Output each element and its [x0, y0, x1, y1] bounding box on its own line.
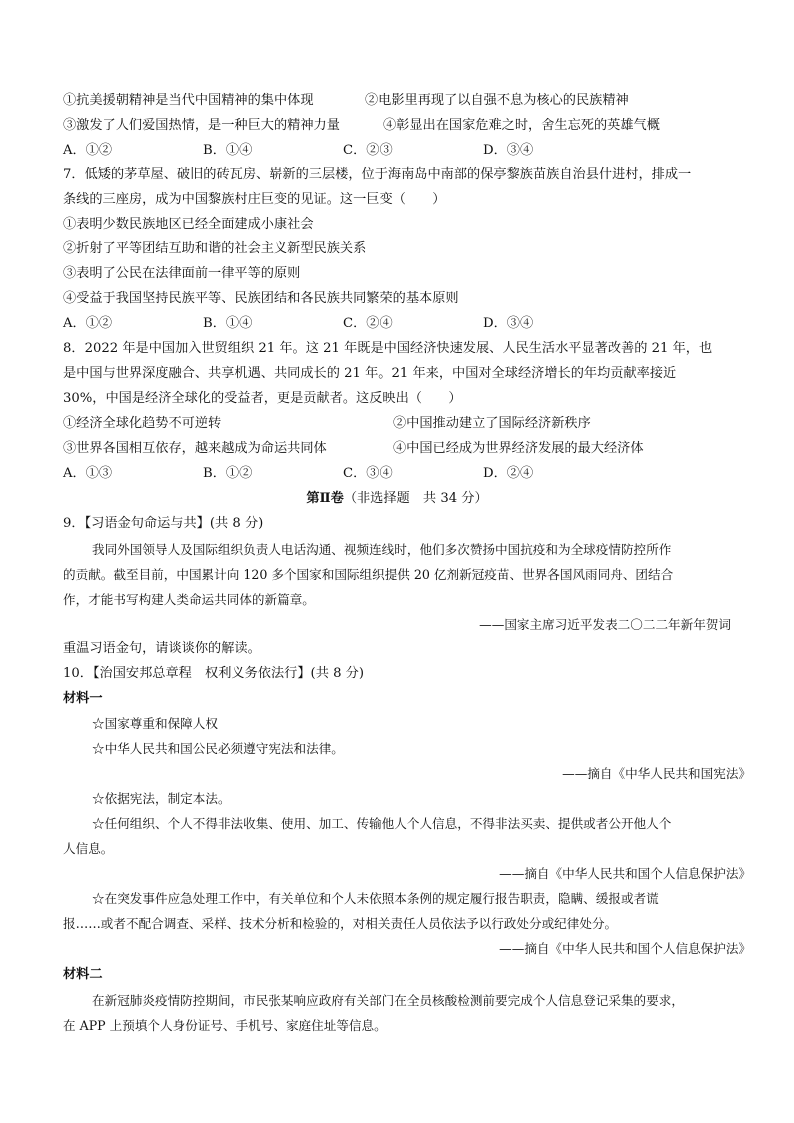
material-1-line-3: ☆依据宪法，制定本法。 [92, 791, 231, 806]
q7-choice-c: C．②④ [343, 316, 393, 331]
q7-stem-line-1: 7．低矮的茅草屋、破旧的砖瓦房、崭新的三层楼，位于海南岛中南部的保亭黎族苗族自治县什进村，排成一 [63, 167, 692, 182]
q8-choice-a: A．①③ [63, 466, 113, 481]
q7-choice-a: A．①② [63, 316, 113, 331]
q9-prompt: 重温习语金句，请谈谈你的解读。 [63, 641, 261, 656]
q8-choice-b: B．①② [203, 466, 253, 481]
q6-choice-c: C．②③ [343, 143, 393, 158]
material-1-line-6: ☆在突发事件应急处理工作中，有关单位和个人未依照本条例的规定履行报告职责，隐瞒、缓报或者谎 [92, 891, 659, 906]
material-1-source-2: ——摘自《中华人民共和国个人信息保护法》 [499, 866, 751, 881]
material-2-line-1: 在新冠肺炎疫情防控期间，市民张某响应政府有关部门在全员核酸检测前要完成个人信息登记采集的要求， [92, 993, 684, 1008]
q9-quote-line-1: 我同外国领导人及国际组织负责人电话沟通、视频连线时，他们多次赞扬中国抗疫和为全球疫情防控所作 [92, 542, 672, 557]
material-2-label: 材料二 [63, 967, 103, 982]
q8-choice-c: C．③④ [343, 466, 393, 481]
material-1-line-7: 报……或者不配合调查、采样、技术分析和检验的，对相关责任人员依法予以行政处分或纪律处分。 [63, 916, 618, 931]
q9-quote-source: ——国家主席习近平发表二〇二二年新年贺词 [479, 617, 731, 632]
q7-option-1: ①表明少数民族地区已经全面建成小康社会 [63, 217, 314, 232]
q10-heading: 10．【治国安邦总章程 权利义务依法行】(共 8 分) [63, 666, 364, 681]
q8-option-1: ①经济全球化趋势不可逆转 [63, 416, 222, 431]
q8-choice-d: D．②④ [483, 466, 534, 481]
q6-choice-a: A．①② [63, 143, 113, 158]
q7-option-3: ③表明了公民在法律面前一律平等的原则 [63, 266, 301, 281]
q6-option-3: ③激发了人们爱国热情，是一种巨大的精神力量 [63, 118, 340, 133]
q7-option-2: ②折射了平等团结互助和谐的社会主义新型民族关系 [63, 241, 367, 256]
material-1-line-5: 人信息。 [63, 841, 114, 856]
q6-option-2: ②电影里再现了以自强不息为核心的民族精神 [365, 93, 629, 108]
q6-choice-b: B．①④ [203, 143, 253, 158]
q9-quote-line-2: 的贡献。截至目前，中国累计向 120 多个国家和国际组织提供 20 亿剂新冠疫苗、世界各国风雨同舟、团结合 [63, 567, 674, 582]
q7-stem-line-2: 条线的三座房，成为中国黎族村庄巨变的见证。这一巨变（ ） [63, 192, 446, 207]
section-2-title [0, 490, 794, 508]
material-2-line-2: 在 APP 上预填个人身份证号、手机号、家庭住址等信息。 [63, 1018, 387, 1033]
q9-quote-line-3: 作，才能书写构建人类命运共同体的新篇章。 [63, 592, 315, 607]
q6-option-4: ④彰显出在国家危难之时，舍生忘死的英雄气概 [383, 118, 660, 133]
q6-option-1: ①抗美援朝精神是当代中国精神的集中体现 [63, 93, 314, 108]
section-2-title-detail: （非选择题 共 34 分） [343, 491, 488, 506]
q6-choice-d: D．③④ [483, 143, 534, 158]
material-1-line-4: ☆任何组织、个人不得非法收集、使用、加工、传输他人个人信息，不得非法买卖、提供或者公开他人个 [92, 816, 672, 831]
material-1-label: 材料一 [63, 691, 103, 706]
q8-option-2: ②中国推动建立了国际经济新秩序 [393, 416, 591, 431]
q7-choice-b: B．①④ [203, 316, 253, 331]
q7-option-4: ④受益于我国坚持民族平等、民族团结和各民族共同繁荣的基本原则 [63, 291, 459, 306]
q8-stem-line-3: 30%，中国是经济全球化的受益者，更是贡献者。这反映出（ ） [63, 391, 462, 406]
section-2-title-label: 第Ⅱ卷 [306, 491, 344, 506]
material-1-source-3: ——摘自《中华人民共和国个人信息保护法》 [499, 941, 751, 956]
q8-stem-line-2: 是中国与世界深度融合、共享机遇、共同成长的 21 年。21 年来，中国对全球经济增长的年均贡献率接近 [63, 366, 677, 381]
q8-option-3: ③世界各国相互依存，越来越成为命运共同体 [63, 441, 327, 456]
q8-option-4: ④中国已经成为世界经济发展的最大经济体 [393, 441, 644, 456]
material-1-line-1: ☆国家尊重和保障人权 [92, 716, 218, 731]
q8-stem-line-1: 8．2022 年是中国加入世贸组织 21 年。这 21 年既是中国经济快速发展、人民生活水平显著改善的 21 年，也 [63, 341, 713, 356]
material-1-source-1: ——摘自《中华人民共和国宪法》 [562, 766, 751, 781]
material-1-line-2: ☆中华人民共和国公民必须遵守宪法和法律。 [92, 741, 344, 756]
q7-choice-d: D．③④ [483, 316, 534, 331]
q9-heading: 9．【习语金句命运与共】(共 8 分) [63, 516, 264, 531]
